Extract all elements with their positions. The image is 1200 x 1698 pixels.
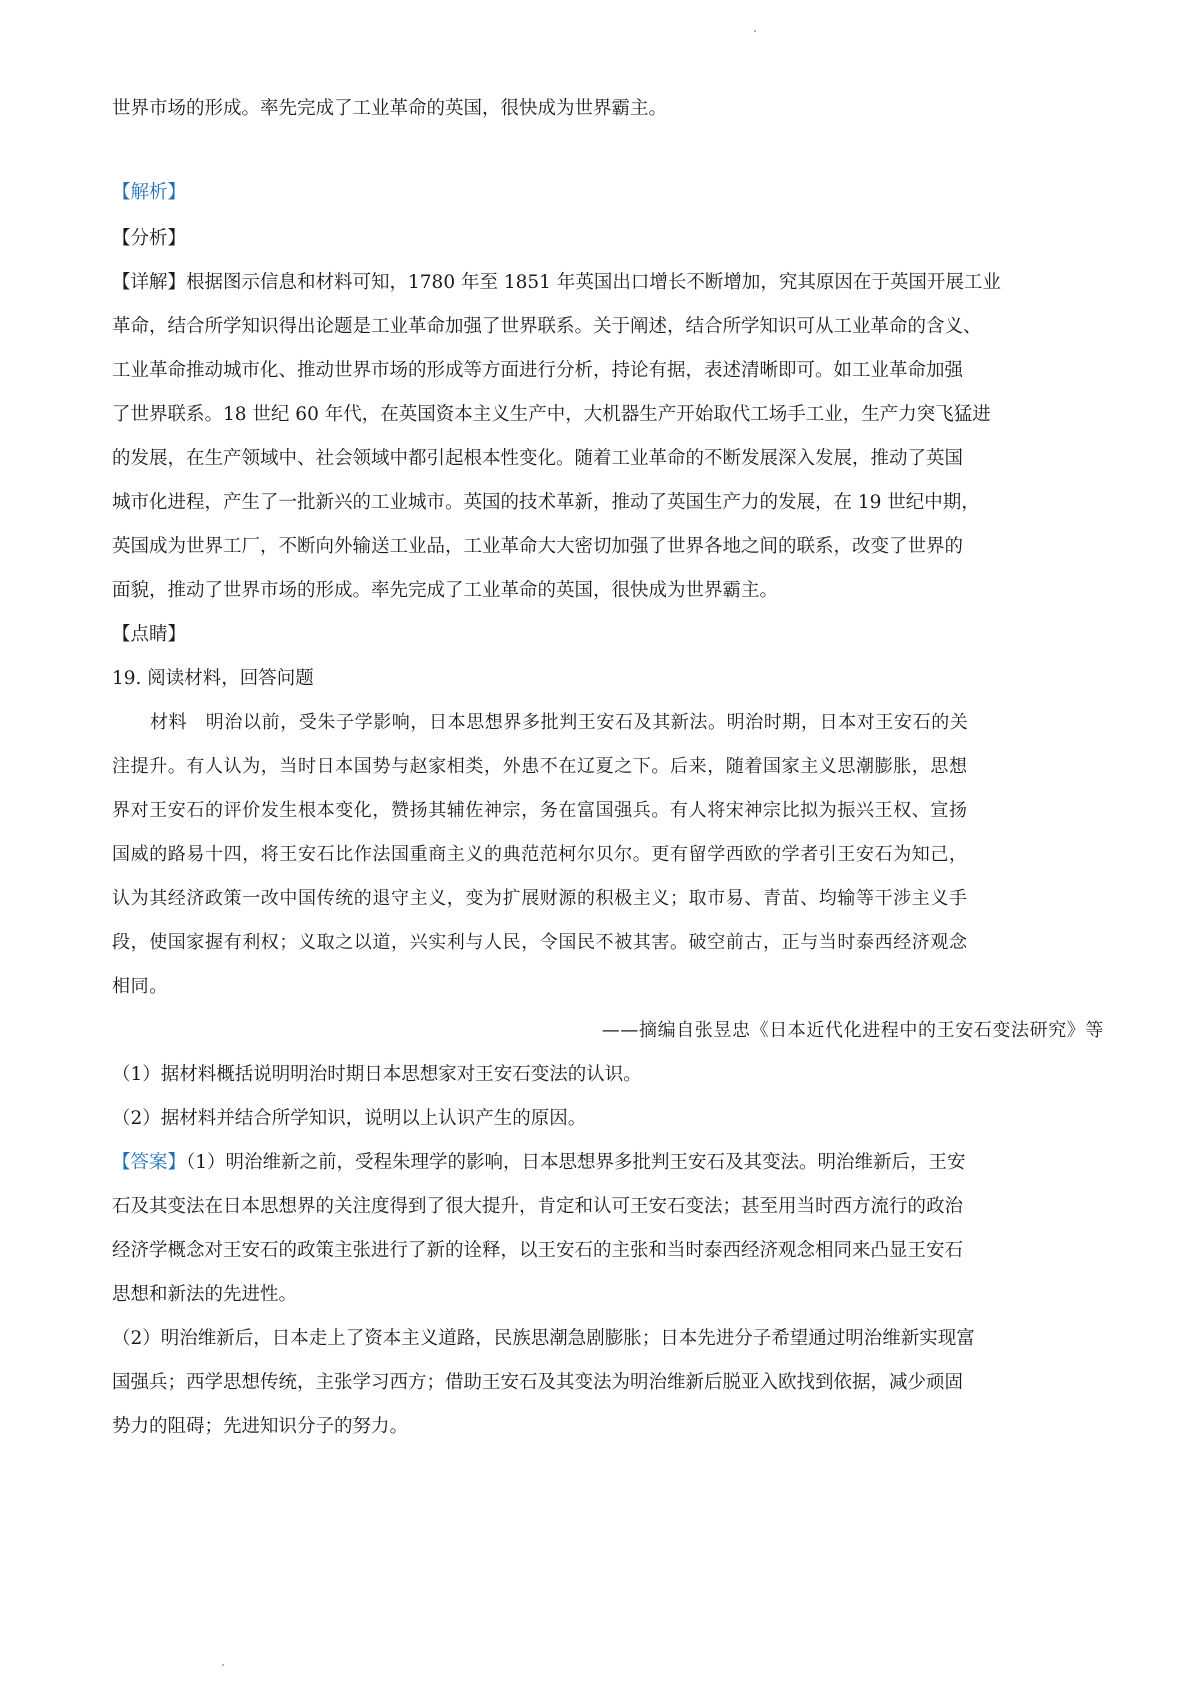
- material-line-3: 界对王安石的评价发生根本变化，赞扬其辅佐神宗，务在富国强兵。有人将宋神宗比拟为振兴王权、宣扬: [112, 800, 968, 821]
- xiangjie-line-2: 革命，结合所学知识得出论题是工业革命加强了世界联系。关于阐述，结合所学知识可从工业革命的含义、: [112, 316, 982, 337]
- answer-label: 【答案】: [112, 1152, 187, 1173]
- xiangjie-line-8: 面貌，推动了世界市场的形成。率先完成了工业革命的英国，很快成为世界霸主。: [112, 580, 779, 601]
- scan-speck-bottom: [222, 1664, 224, 1666]
- answer-line-1: 【答案】（1）明治维新之前，受程朱理学的影响，日本思想界多批判王安石及其变法。明治维新后，王安: [112, 1152, 966, 1173]
- xiangjie-line-5: 的发展，在生产领域中、社会领域中都引起根本性变化。随着工业革命的不断发展深入发展，推动了英国: [112, 448, 964, 469]
- answer-line-4: 思想和新法的先进性。: [112, 1284, 298, 1305]
- analysis-heading: 【解析】: [112, 182, 187, 203]
- xiangjie-line-6: 城市化进程，产生了一批新兴的工业城市。英国的技术革新，推动了英国生产力的发展，在 19 世纪中期，: [112, 492, 980, 513]
- sub-question-2: （2）据材料并结合所学知识，说明以上认识产生的原因。: [112, 1108, 587, 1129]
- xiangjie-line-7: 英国成为世界工厂，不断向外输送工业品，工业革命大大密切加强了世界各地之间的联系，改变了世界的: [112, 536, 964, 557]
- answer2-line-3: 势力的阻碍；先进知识分子的努力。: [112, 1416, 409, 1437]
- question-19-title: 19. 阅读材料，回答问题: [112, 668, 314, 689]
- material-source: ——摘编自张昱忠《日本近代化进程中的王安石变法研究》等: [601, 1020, 1104, 1041]
- xiangjie-label: 【详解】: [112, 272, 187, 293]
- xiangjie-line-4: 了世界联系。18 世纪 60 年代，在英国资本主义生产中，大机器生产开始取代工场手工业，生产力突飞猛进: [112, 404, 991, 425]
- dianjing-label: 【点睛】: [112, 624, 187, 645]
- answer-line-2: 石及其变法在日本思想界的关注度得到了很大提升，肯定和认可王安石变法；甚至用当时西方流行的政治: [112, 1196, 964, 1217]
- answer2-line-2: 国强兵；西学思想传统，主张学习西方；借助王安石及其变法为明治维新后脱亚入欧找到依据，减少顽固: [112, 1372, 964, 1393]
- material-line-2: 注提升。有人认为，当时日本国势与赵家相类，外患不在辽夏之下。后来，随着国家主义思潮膨胀，思想: [112, 756, 968, 777]
- previous-answer-tail: 世界市场的形成。率先完成了工业革命的英国，很快成为世界霸主。: [112, 98, 668, 119]
- material-line-6: 段，使国家握有利权；义取之以道，兴实利与人民，令国民不被其害。破空前古，正与当时泰西经济观念: [112, 932, 968, 953]
- material-line-7: 相同。: [112, 976, 168, 997]
- material-line-4: 国威的路易十四，将王安石比作法国重商主义的典范范柯尔贝尔。更有留学西欧的学者引王安石为知己，: [112, 844, 968, 865]
- xiangjie-line-3: 工业革命推动城市化、推动世界市场的形成等方面进行分析，持论有据，表述清晰即可。如工业革命加强: [112, 360, 964, 381]
- sub-question-1: （1）据材料概括说明明治时期日本思想家对王安石变法的认识。: [112, 1064, 642, 1085]
- xiangjie-line-1: 【详解】根据图示信息和材料可知，1780 年至 1851 年英国出口增长不断增加，究其原因在于英国开展工业: [112, 272, 1001, 293]
- answer-line-3: 经济学概念对王安石的政策主张进行了新的诠释，以王安石的主张和当时泰西经济观念相同来凸显王安石: [112, 1240, 964, 1261]
- fenxi-label: 【分析】: [112, 228, 187, 249]
- answer2-line-1: （2）明治维新后，日本走上了资本主义道路，民族思潮急剧膨胀；日本先进分子希望通过明治维新实现富: [112, 1328, 975, 1349]
- scan-speck: [754, 30, 756, 32]
- material-line-5: 认为其经济政策一改中国传统的退守主义，变为扩展财源的积极主义；取市易、青苗、均输等干涉主义手: [112, 888, 968, 909]
- material-line-1: 材料 明治以前，受朱子学影响，日本思想界多批判王安石及其新法。明治时期，日本对王安石的关: [150, 712, 969, 733]
